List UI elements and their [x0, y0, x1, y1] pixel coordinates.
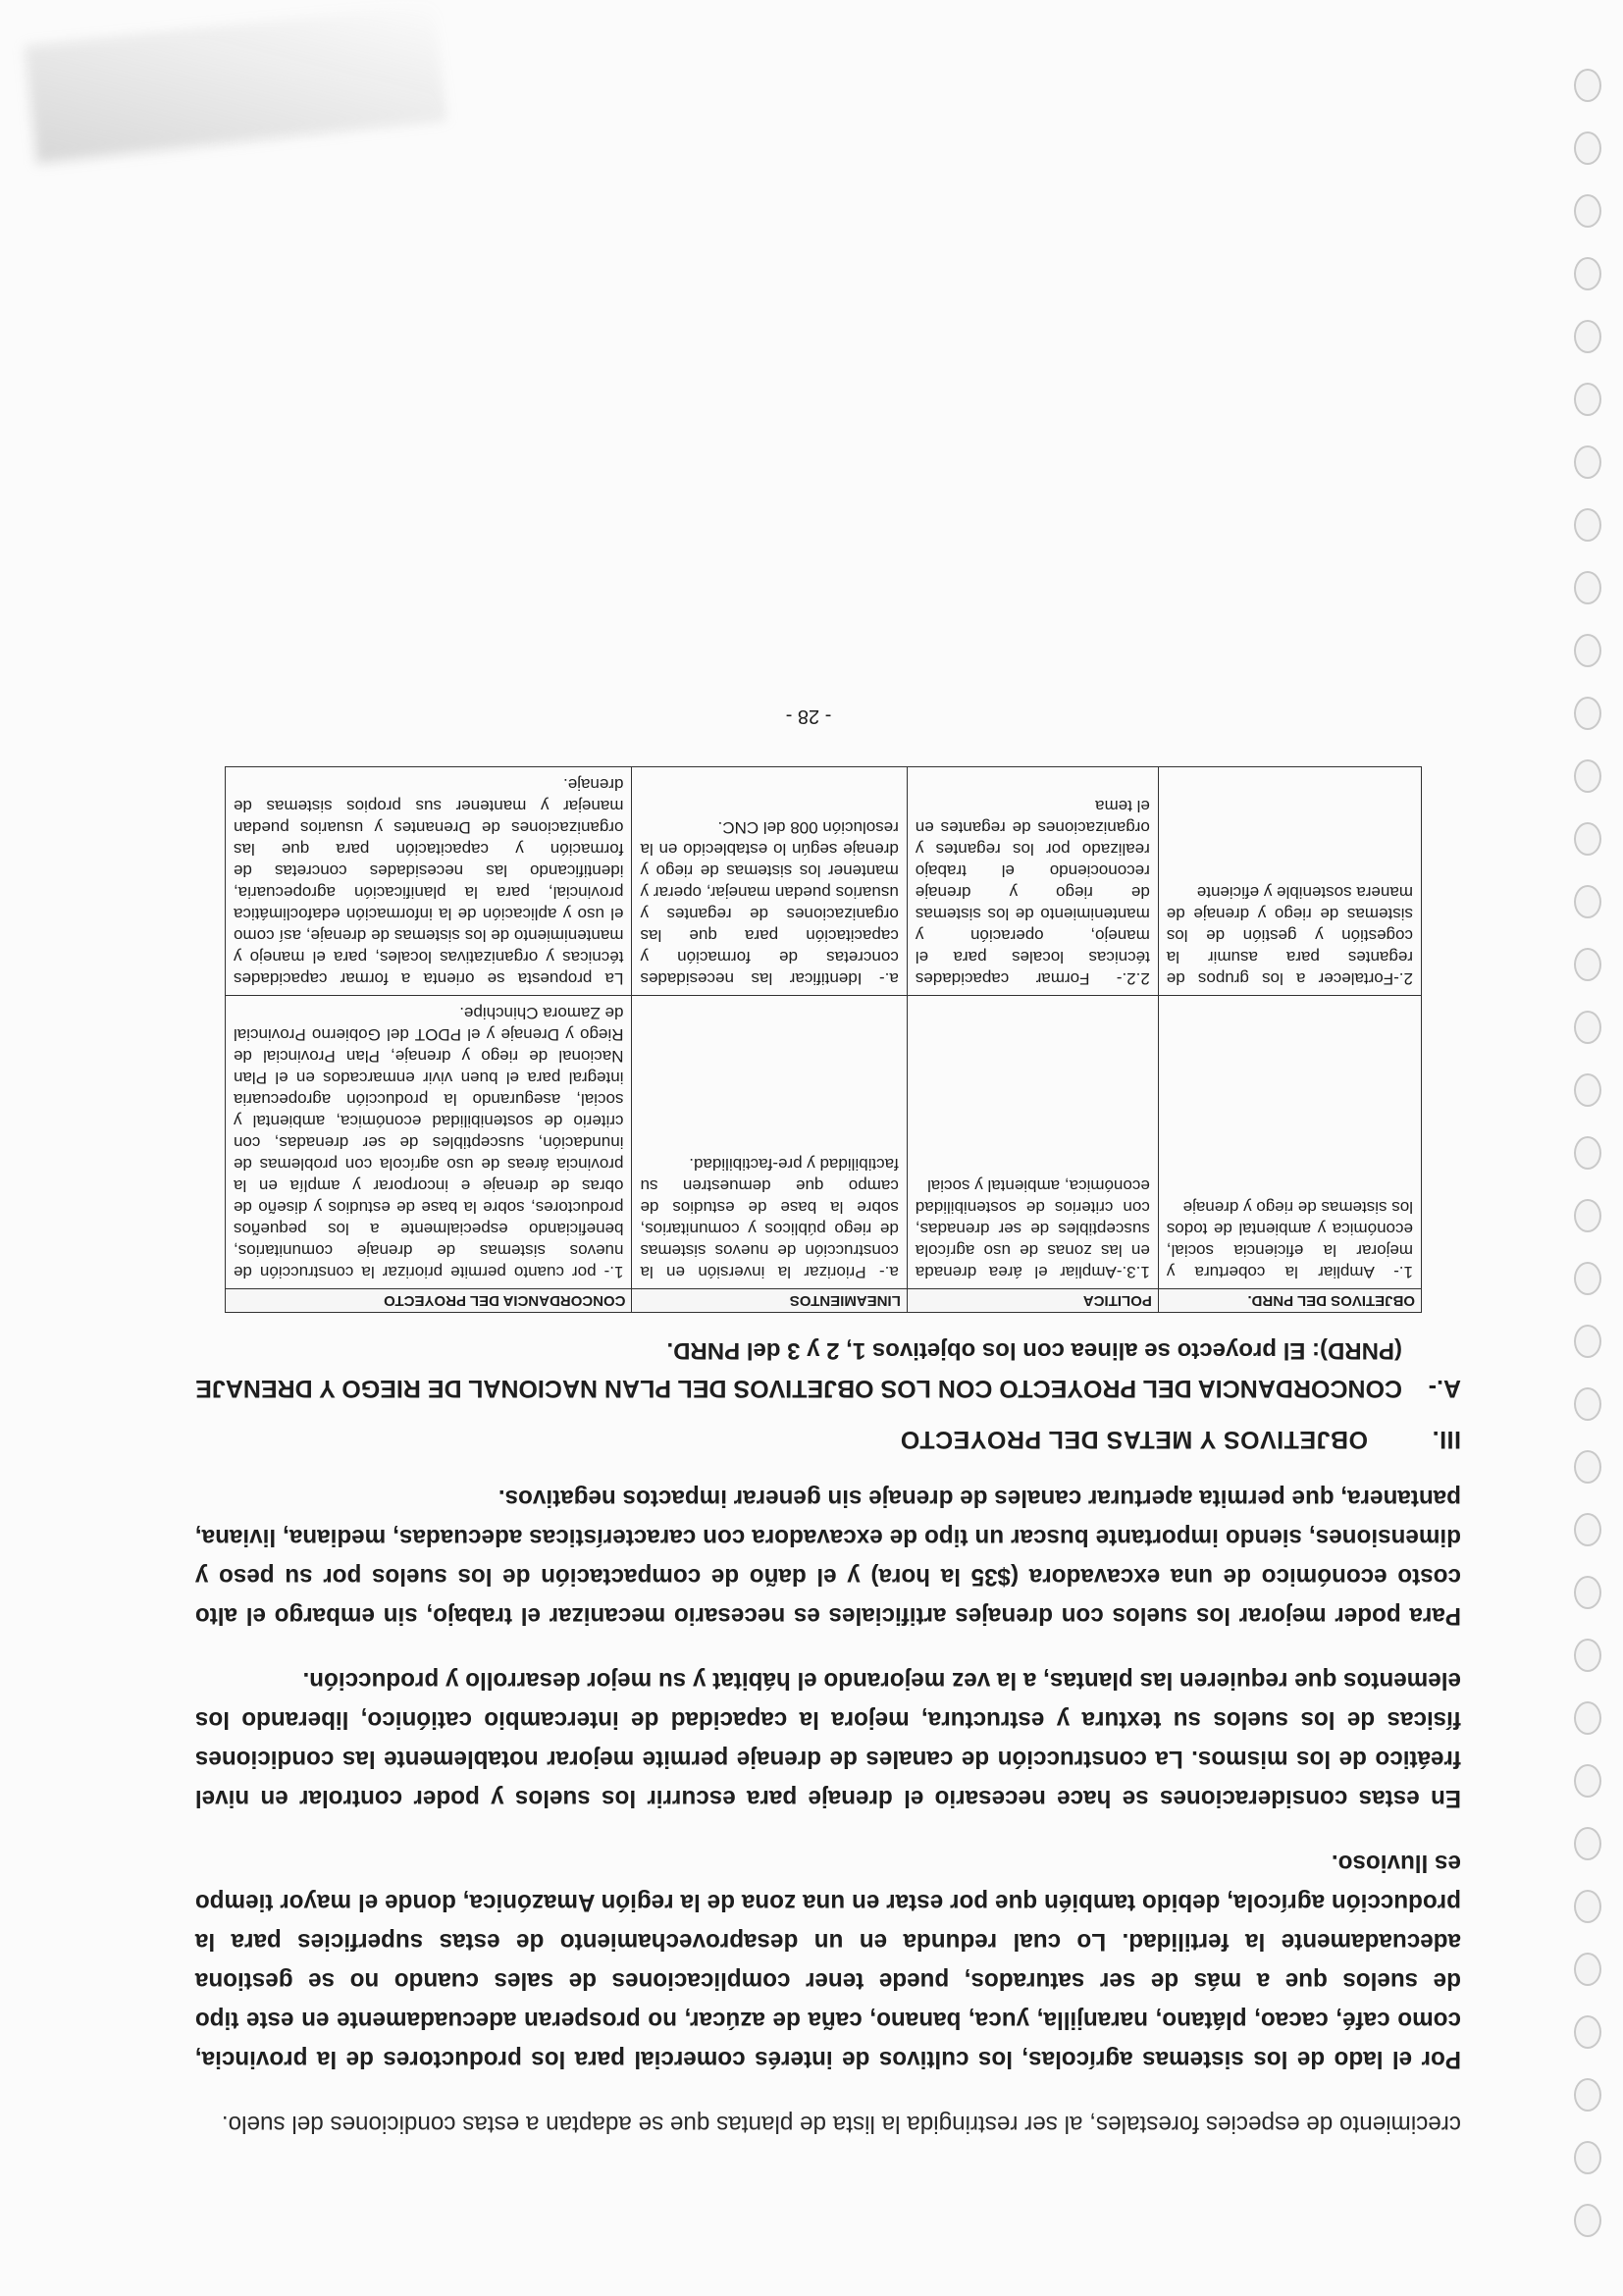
table-cell: a.- Identificar las necesidades concretas de formación y capacitación para que las organizaciones de regantes y usuarios puedan manejar, operar y mantener los sistemas de riego y drenaje según lo establecido en la resolución 008 del CNC.: [632, 767, 907, 996]
column-header: OBJETIVOS DEL PNRD.: [1158, 1289, 1421, 1313]
binder-hole: [1574, 1450, 1601, 1484]
section-number: III.: [1432, 1426, 1461, 1453]
binder-hole: [1574, 69, 1601, 102]
binder-hole: [1574, 1073, 1601, 1107]
binder-holes: [1562, 39, 1601, 2237]
table-cell: a.- Priorizar la inversión en la construcción de nuevos sistemas de riego públicos y comunitarios, sobre la base de estudios de campo que demuestren su factibilidad y pre-factibilidad.: [632, 996, 907, 1289]
paragraph: Por el lado de los sistemas agrícolas, los cultivos de interés comercial para los productores de la provincia, como café, cacao, plátano, naranjilla, yuca, banano, caña de azúcar, no prosperan adecuadamente en este tipo de suelos que a más de ser saturados, puede tener complicaciones de sales cuando no se gestiona adecuadamente la fertilidad. Lo cual redunda en un desaprovechamiento de estas superficies para la producción agrícola, debido también que por estar en una zona de la región Amazónica, donde el mayor tiempo es lluvioso.: [194, 1850, 1461, 2073]
paragraph: crecimiento de especies forestales, al ser restringida la lista de plantas que se adaptan a estas condiciones del suelo.: [221, 2111, 1461, 2138]
binder-hole: [1574, 571, 1601, 604]
binder-hole: [1574, 948, 1601, 981]
binder-hole: [1574, 1827, 1601, 1860]
binder-hole: [1574, 257, 1601, 290]
binder-hole: [1574, 885, 1601, 918]
binder-hole: [1574, 759, 1601, 793]
subsection-heading: [156, 1370, 1461, 1407]
binder-hole: [1574, 508, 1601, 542]
table-row: [226, 767, 1422, 996]
binder-hole: [1574, 1262, 1601, 1295]
paragraph: En estas consideraciones se hace necesario el drenaje para escurrir los suelos y poder controlar en nivel freático de los mismos. La construcción de canales de drenaje permite mejorar notablemente las condiciones físicas de los suelos su textura y estructura, mejora la capacidad de intercambio catiónico, liberando los elementos que requieren las plantas, a la vez mejorando el hábitat y su mejor desarrollo y producción.: [194, 1667, 1461, 1812]
section-heading: [156, 1425, 1461, 1453]
binder-hole: [1574, 2204, 1601, 2237]
table-cell: 2.-Fortalecer a los grupos de regantes para asumir la cogestión y gestión de los sistemas de riego y drenaje de manera sostenible y eficiente: [1158, 767, 1421, 996]
binder-hole: [1574, 445, 1601, 479]
table-cell: 2.2.- Formar capacidades técnicas locales para el manejo, operación y mantenimiento de los sistemas de riego y drenaje reconociendo el trabajo realizado por los regantes y organizaciones de regantes en el tema: [907, 767, 1158, 996]
table-cell: 1.3.-Ampliar el área drenada en las zonas de uso agrícola susceptibles de ser drenadas, con criterios de sostenibilidad económica, ambiental y social: [907, 996, 1158, 1289]
binder-hole: [1574, 1576, 1601, 1609]
binder-hole: [1574, 383, 1601, 416]
binder-hole: [1574, 1890, 1601, 1923]
scan-smudge: [25, 3, 446, 163]
binder-hole: [1574, 1136, 1601, 1170]
concordance-table: [225, 766, 1422, 1313]
binder-hole: [1574, 1199, 1601, 1232]
page-content: [156, 704, 1461, 2144]
table-header-row: [226, 1289, 1422, 1313]
binder-hole: [1574, 1325, 1601, 1358]
subsection-subtitle: (PNRD): El proyecto se alinea con los objetivos 1, 2 y 3 del PNRD.: [666, 1337, 1402, 1364]
binder-hole: [1574, 1953, 1601, 1986]
binder-hole: [1574, 1513, 1601, 1546]
subsection-letter: A.-: [1428, 1375, 1461, 1402]
binder-hole: [1574, 634, 1601, 667]
page-number: - 28 -: [785, 705, 832, 727]
binder-hole: [1574, 320, 1601, 353]
binder-hole: [1574, 194, 1601, 228]
column-header: CONCORDANCIA DEL PROYECTO: [226, 1289, 632, 1313]
table-row: [226, 996, 1422, 1289]
binder-hole: [1574, 1639, 1601, 1672]
binder-hole: [1574, 1701, 1601, 1735]
binder-hole: [1574, 2141, 1601, 2174]
section-title: OBJETIVOS Y METAS DEL PROYECTO: [900, 1426, 1368, 1453]
binder-hole: [1574, 2015, 1601, 2049]
table-cell: La propuesta se orienta a formar capacidades técnicas y organizativas locales, para el manejo y mantenimiento de los sistemas de drenaje, así como el uso y aplicación de la información edafoclimática provincial, para la planificación agropecuaria, identificando las necesidades concretas de formación y capacitación para que las organizaciones de Drenantes y usuarios puedan manejar y mantener sus propios sistemas de drenaje.: [226, 767, 632, 996]
binder-hole: [1574, 1387, 1601, 1421]
column-header: POLITICA: [907, 1289, 1158, 1313]
column-header: LINEAMIENTOS: [632, 1289, 907, 1313]
table-cell: 1.- por cuanto permite priorizar la construcción de nuevos sistemas de drenaje comunitarios, beneficiando especialmente a los pequeños productores, sobre la base de estudios y diseño de obras de drenaje e incorporar y amplía en la provincia áreas de uso agrícola con problemas de inundación, susceptibles de ser drenadas, con criterio de sostenibilidad económica, ambiental y social, asegurando la producción agropecuaria integral para el buen vivir enmarcados en el Plan Nacional de riego y drenaje, Plan Provincial de Riego y Drenaje y el PDOT del Gobierno Provincial de Zamora Chinchipe.: [226, 996, 632, 1289]
binder-hole: [1574, 1764, 1601, 1798]
paragraph: Para poder mejorar los suelos con drenajes artificiales es necesario mecanizar el trabajo, sin embargo el alto costo económico de una excavadora ($35 la hora) y el daño de compactación de los suelos por su peso y dimensiones, siendo importante buscar un tipo de excavadora con características adecuadas, mediana, liviana, pantanera, que permita aperturar canales de drenaje sin generar impactos negativos.: [194, 1485, 1461, 1630]
binder-hole: [1574, 697, 1601, 730]
binder-hole: [1574, 822, 1601, 856]
binder-hole: [1574, 2078, 1601, 2112]
subsection-title: CONCORDANCIA DEL PROYECTO CON LOS OBJETIVOS DEL PLAN NACIONAL DE RIEGO Y DRENAJE: [195, 1375, 1402, 1402]
table-cell: 1.- Ampliar la cobertura y mejorar la eficiencia social, económica y ambiental de todos los sistemas de riego y drenaje: [1158, 996, 1421, 1289]
binder-hole: [1574, 131, 1601, 165]
binder-hole: [1574, 1011, 1601, 1044]
